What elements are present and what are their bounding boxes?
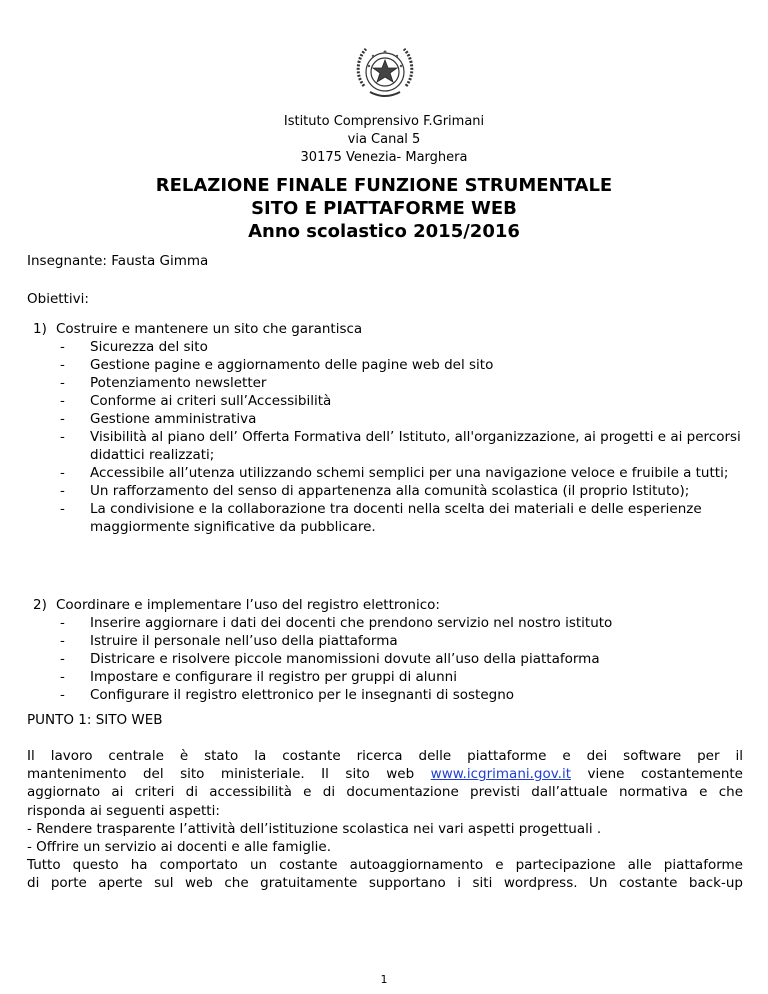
title-line-3: Anno scolastico 2015/2016 bbox=[248, 221, 520, 242]
paragraph-line: Tutto questo ha comportato un costante autoaggiornamento e partecipazione alle piattaforme bbox=[27, 857, 743, 874]
list-item: - La condivisione e la collaborazione tra docenti nella scelta dei materiali e delle esperienze maggiormente significative da pubblicare. bbox=[60, 501, 702, 535]
school-street: via Canal 5 bbox=[347, 132, 421, 147]
document-title bbox=[0, 174, 768, 243]
list-item: - Accessibile all’utenza utilizzando schemi semplici per una navigazione veloce e fruibile a tutti; bbox=[60, 465, 729, 481]
list-item: - Gestione pagine e aggiornamento delle pagine web del sito bbox=[60, 357, 494, 373]
school-website-link[interactable]: www.icgrimani.gov.it bbox=[430, 766, 572, 783]
italian-republic-emblem-icon bbox=[350, 36, 420, 106]
page-number: 1 bbox=[380, 973, 388, 986]
list-item: - Impostare e configurare il registro per gruppi di alunni bbox=[60, 669, 457, 685]
objective-2-number: 2) bbox=[33, 597, 47, 613]
school-city: 30175 Venezia- Marghera bbox=[300, 150, 468, 165]
list-item: - Configurare il registro elettronico per le insegnanti di sostegno bbox=[60, 687, 515, 703]
list-item: - Inserire aggiornare i dati dei docenti che prendono servizio nel nostro istituto bbox=[60, 615, 613, 631]
paragraph-line: - Offrire un servizio ai docenti e alle famiglie. bbox=[27, 839, 331, 856]
title-line-2: SITO E PIATTAFORME WEB bbox=[251, 198, 517, 219]
paragraph-line: aggiornato ai criteri di accessibilità e di documentazione previsti dall’attuale normativa e che bbox=[27, 784, 743, 801]
objectives-label: Obiettivi: bbox=[27, 291, 89, 307]
list-item: - Istruire il personale nell’uso della piattaforma bbox=[60, 633, 398, 649]
section-1-paragraph bbox=[27, 747, 743, 893]
objective-2-list bbox=[56, 614, 756, 704]
list-item: - Sicurezza del sito bbox=[60, 339, 208, 355]
list-item: - Potenziamento newsletter bbox=[60, 375, 267, 391]
list-item: - Visibilità al piano dell’ Offerta Formativa dell’ Istituto, all'organizzazione, ai progetti e ai percorsi didattici realizzati; bbox=[60, 429, 741, 463]
objective-1-list bbox=[56, 338, 756, 536]
list-item: - Un rafforzamento del senso di appartenenza alla comunità scolastica (il proprio Istituto); bbox=[60, 483, 690, 499]
paragraph-line: di porte aperte sul web che gratuitamente supportano i siti wordpress. Un costante back-up bbox=[27, 875, 743, 892]
school-address-block bbox=[0, 113, 768, 167]
paragraph-line: - Rendere trasparente l’attività dell’istituzione scolastica nei vari aspetti progettuali . bbox=[27, 820, 602, 837]
title-line-1: RELAZIONE FINALE FUNZIONE STRUMENTALE bbox=[155, 175, 613, 196]
objective-1-number: 1) bbox=[33, 321, 47, 337]
objective-2-lead: Coordinare e implementare l’uso del registro elettronico: bbox=[56, 597, 440, 613]
paragraph-line: Il lavoro centrale è stato la costante ricerca delle piattaforme e dei software per il bbox=[27, 748, 743, 764]
paragraph-line: mantenimento del sito ministeriale. Il sito web www.icgrimani.gov.it viene costantemente bbox=[27, 766, 743, 783]
list-item: - Districare e risolvere piccole manomissioni dovute all’uso della piattaforma bbox=[60, 651, 600, 667]
paragraph-line: risponda ai seguenti aspetti: bbox=[27, 802, 220, 819]
school-name: Istituto Comprensivo F.Grimani bbox=[283, 114, 485, 129]
list-item: - Conforme ai criteri sull’Accessibilità bbox=[60, 393, 332, 409]
objective-1-lead: Costruire e mantenere un sito che garantisca bbox=[56, 321, 363, 337]
section-1-heading: PUNTO 1: SITO WEB bbox=[27, 712, 163, 728]
teacher-line: Insegnante: Fausta Gimma bbox=[27, 253, 209, 269]
list-item: - Gestione amministrativa bbox=[60, 411, 257, 427]
